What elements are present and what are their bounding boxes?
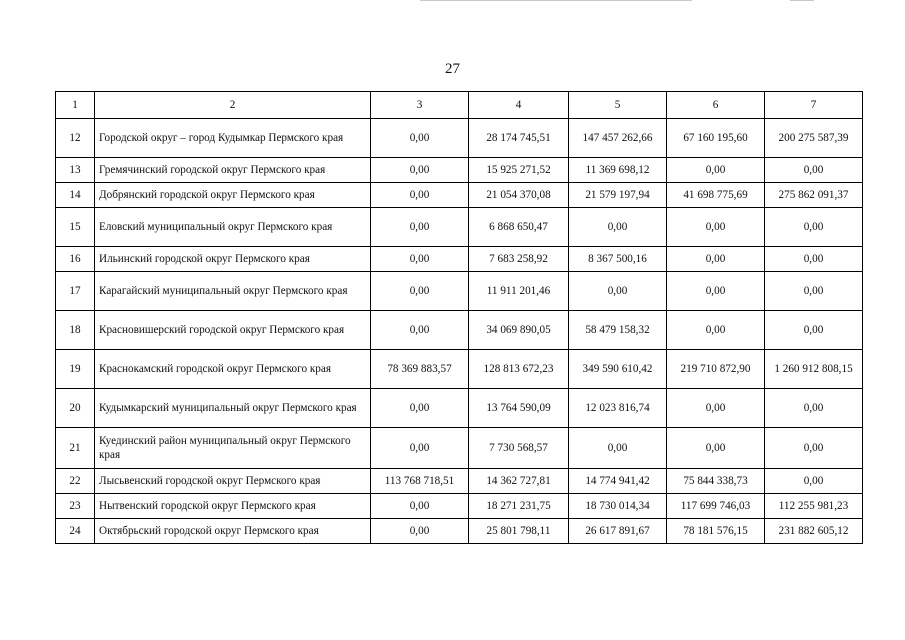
row-number-cell: 14 [56, 183, 95, 208]
value-cell-col4: 21 054 370,08 [469, 183, 569, 208]
municipality-name-cell: Кудымкарский муниципальный округ Пермского края [95, 389, 371, 428]
value-cell-col5: 18 730 014,34 [569, 494, 667, 519]
value-cell-col3: 78 369 883,57 [371, 350, 469, 389]
table-row [56, 311, 863, 350]
value-cell-col4: 28 174 745,51 [469, 119, 569, 158]
value-cell-col5: 12 023 816,74 [569, 389, 667, 428]
value-cell-col6: 67 160 195,60 [667, 119, 765, 158]
value-cell-col6: 219 710 872,90 [667, 350, 765, 389]
row-number-cell: 18 [56, 311, 95, 350]
column-header: 7 [765, 92, 863, 119]
value-cell-col7: 0,00 [765, 469, 863, 494]
value-cell-col7: 0,00 [765, 272, 863, 311]
table-row [56, 183, 863, 208]
municipality-name-cell: Добрянский городской округ Пермского края [95, 183, 371, 208]
value-cell-col3: 0,00 [371, 119, 469, 158]
page-number: 27 [445, 61, 460, 77]
table-row [56, 494, 863, 519]
value-cell-col5: 349 590 610,42 [569, 350, 667, 389]
table-row [56, 428, 863, 469]
table-row [56, 119, 863, 158]
column-header: 4 [469, 92, 569, 119]
municipality-name-cell: Еловский муниципальный округ Пермского края [95, 208, 371, 247]
value-cell-col7: 231 882 605,12 [765, 519, 863, 544]
municipality-name-cell: Красновишерский городской округ Пермского края [95, 311, 371, 350]
table-row [56, 208, 863, 247]
value-cell-col7: 0,00 [765, 247, 863, 272]
value-cell-col6: 0,00 [667, 389, 765, 428]
table-row [56, 469, 863, 494]
value-cell-col5: 21 579 197,94 [569, 183, 667, 208]
row-number-cell: 15 [56, 208, 95, 247]
value-cell-col4: 18 271 231,75 [469, 494, 569, 519]
municipality-name-cell: Нытвенский городской округ Пермского края [95, 494, 371, 519]
value-cell-col5: 14 774 941,42 [569, 469, 667, 494]
value-cell-col3: 0,00 [371, 208, 469, 247]
municipality-name-cell: Гремячинский городской округ Пермского края [95, 158, 371, 183]
value-cell-col6: 0,00 [667, 158, 765, 183]
value-cell-col3: 0,00 [371, 247, 469, 272]
value-cell-col6: 41 698 775,69 [667, 183, 765, 208]
municipality-name-cell: Карагайский муниципальный округ Пермского края [95, 272, 371, 311]
value-cell-col5: 11 369 698,12 [569, 158, 667, 183]
value-cell-col6: 0,00 [667, 428, 765, 469]
value-cell-col4: 15 925 271,52 [469, 158, 569, 183]
row-number-cell: 23 [56, 494, 95, 519]
value-cell-col7: 200 275 587,39 [765, 119, 863, 158]
value-cell-col5: 0,00 [569, 208, 667, 247]
value-cell-col3: 0,00 [371, 158, 469, 183]
table-row [56, 519, 863, 544]
row-number-cell: 22 [56, 469, 95, 494]
value-cell-col5: 0,00 [569, 428, 667, 469]
row-number-cell: 12 [56, 119, 95, 158]
value-cell-col4: 34 069 890,05 [469, 311, 569, 350]
table-row [56, 389, 863, 428]
municipality-name-cell: Городской округ – город Кудымкар Пермского края [95, 119, 371, 158]
value-cell-col6: 0,00 [667, 272, 765, 311]
value-cell-col4: 128 813 672,23 [469, 350, 569, 389]
row-number-cell: 16 [56, 247, 95, 272]
table-row [56, 350, 863, 389]
column-header: 1 [56, 92, 95, 119]
value-cell-col4: 6 868 650,47 [469, 208, 569, 247]
value-cell-col7: 0,00 [765, 428, 863, 469]
municipality-name-cell: Краснокамский городской округ Пермского края [95, 350, 371, 389]
value-cell-col6: 0,00 [667, 208, 765, 247]
value-cell-col3: 0,00 [371, 311, 469, 350]
value-cell-col5: 8 367 500,16 [569, 247, 667, 272]
value-cell-col4: 25 801 798,11 [469, 519, 569, 544]
row-number-cell: 20 [56, 389, 95, 428]
value-cell-col5: 0,00 [569, 272, 667, 311]
value-cell-col7: 275 862 091,37 [765, 183, 863, 208]
value-cell-col7: 0,00 [765, 158, 863, 183]
value-cell-col7: 0,00 [765, 311, 863, 350]
value-cell-col4: 11 911 201,46 [469, 272, 569, 311]
table-row [56, 272, 863, 311]
value-cell-col6: 78 181 576,15 [667, 519, 765, 544]
value-cell-col4: 7 683 258,92 [469, 247, 569, 272]
value-cell-col4: 14 362 727,81 [469, 469, 569, 494]
value-cell-col6: 0,00 [667, 247, 765, 272]
value-cell-col3: 0,00 [371, 519, 469, 544]
value-cell-col4: 7 730 568,57 [469, 428, 569, 469]
municipality-name-cell: Октябрьский городской округ Пермского края [95, 519, 371, 544]
column-header: 5 [569, 92, 667, 119]
row-number-cell: 21 [56, 428, 95, 469]
value-cell-col5: 26 617 891,67 [569, 519, 667, 544]
row-number-cell: 19 [56, 350, 95, 389]
value-cell-col7: 0,00 [765, 208, 863, 247]
row-number-cell: 24 [56, 519, 95, 544]
column-header: 6 [667, 92, 765, 119]
column-header: 3 [371, 92, 469, 119]
value-cell-col6: 75 844 338,73 [667, 469, 765, 494]
municipality-name-cell: Ильинский городской округ Пермского края [95, 247, 371, 272]
value-cell-col7: 112 255 981,23 [765, 494, 863, 519]
municipality-name-cell: Лысьвенский городской округ Пермского края [95, 469, 371, 494]
value-cell-col3: 0,00 [371, 389, 469, 428]
scan-edge-line [420, 0, 692, 1]
table-row [56, 247, 863, 272]
value-cell-col7: 0,00 [765, 389, 863, 428]
value-cell-col3: 0,00 [371, 272, 469, 311]
value-cell-col7: 1 260 912 808,15 [765, 350, 863, 389]
value-cell-col6: 0,00 [667, 311, 765, 350]
table-header-row [56, 92, 863, 119]
value-cell-col4: 13 764 590,09 [469, 389, 569, 428]
value-cell-col3: 113 768 718,51 [371, 469, 469, 494]
column-header: 2 [95, 92, 371, 119]
value-cell-col3: 0,00 [371, 428, 469, 469]
value-cell-col5: 58 479 158,32 [569, 311, 667, 350]
value-cell-col5: 147 457 262,66 [569, 119, 667, 158]
budget-table [55, 91, 863, 544]
value-cell-col3: 0,00 [371, 183, 469, 208]
scan-edge-mark [790, 0, 814, 1]
value-cell-col3: 0,00 [371, 494, 469, 519]
row-number-cell: 17 [56, 272, 95, 311]
table-row [56, 158, 863, 183]
row-number-cell: 13 [56, 158, 95, 183]
municipality-name-cell: Куединский район муниципальный округ Пермского края [95, 428, 371, 469]
value-cell-col6: 117 699 746,03 [667, 494, 765, 519]
